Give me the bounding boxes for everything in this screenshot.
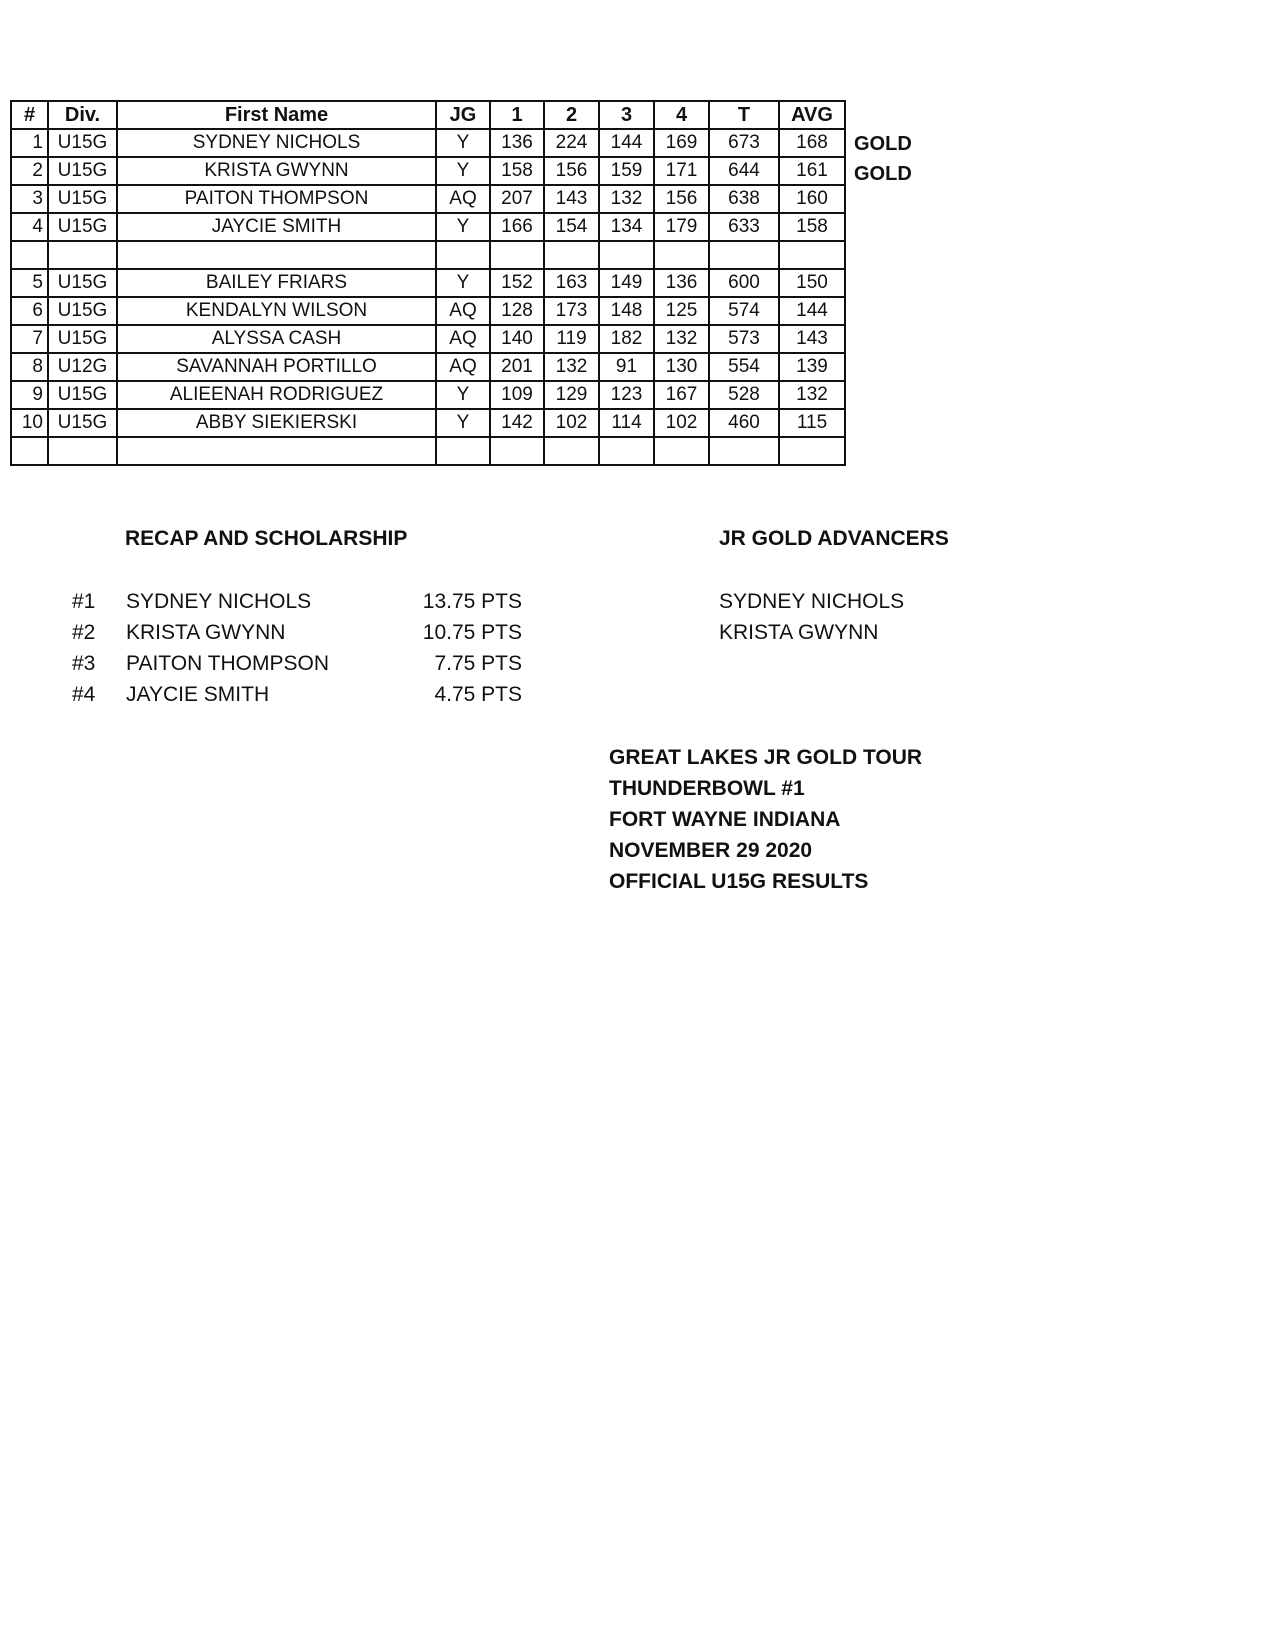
- header-game-4: 4: [654, 101, 709, 129]
- cell-game-4: 136: [654, 269, 709, 297]
- cell-rank: 5: [11, 269, 48, 297]
- event-name: THUNDERBOWL #1: [609, 777, 805, 800]
- cell-total: 644: [709, 157, 779, 185]
- cell-div: U15G: [48, 213, 117, 241]
- cell-rank: 6: [11, 297, 48, 325]
- cell-game-1: [490, 437, 544, 465]
- cell-jg: Y: [436, 213, 490, 241]
- cell-total: 638: [709, 185, 779, 213]
- cell-game-4: 171: [654, 157, 709, 185]
- cell-game-1: 136: [490, 129, 544, 157]
- cell-average: 132: [779, 381, 845, 409]
- event-location: FORT WAYNE INDIANA: [609, 808, 841, 831]
- header-row: [11, 101, 845, 129]
- cell-game-3: 132: [599, 185, 654, 213]
- cell-jg: AQ: [436, 185, 490, 213]
- header-game-1: 1: [490, 101, 544, 129]
- cell-game-3: 114: [599, 409, 654, 437]
- cell-game-4: 125: [654, 297, 709, 325]
- table-row: [11, 437, 845, 465]
- cell-game-4: 156: [654, 185, 709, 213]
- cell-game-3: 149: [599, 269, 654, 297]
- cell-rank: 1: [11, 129, 48, 157]
- cell-total: 528: [709, 381, 779, 409]
- cell-name: [117, 241, 436, 269]
- recap-rank: #4: [72, 683, 96, 706]
- cell-rank: 10: [11, 409, 48, 437]
- cell-name: KRISTA GWYNN: [117, 157, 436, 185]
- results-table: [10, 100, 846, 466]
- cell-div: U15G: [48, 409, 117, 437]
- cell-game-1: 142: [490, 409, 544, 437]
- cell-game-2: 143: [544, 185, 599, 213]
- cell-game-3: 123: [599, 381, 654, 409]
- cell-average: [779, 437, 845, 465]
- gold-tag: GOLD: [854, 163, 912, 185]
- cell-game-3: 159: [599, 157, 654, 185]
- cell-average: [779, 241, 845, 269]
- cell-rank: [11, 437, 48, 465]
- cell-game-1: 152: [490, 269, 544, 297]
- cell-jg: Y: [436, 129, 490, 157]
- cell-jg: Y: [436, 269, 490, 297]
- cell-jg: Y: [436, 409, 490, 437]
- table-row: [11, 129, 845, 157]
- cell-game-2: 129: [544, 381, 599, 409]
- cell-jg: Y: [436, 381, 490, 409]
- recap-title: RECAP AND SCHOLARSHIP: [125, 527, 408, 550]
- cell-game-1: 158: [490, 157, 544, 185]
- cell-game-2: 224: [544, 129, 599, 157]
- cell-game-2: 102: [544, 409, 599, 437]
- cell-total: 554: [709, 353, 779, 381]
- recap-name: JAYCIE SMITH: [126, 683, 270, 706]
- cell-total: 460: [709, 409, 779, 437]
- cell-game-4: 130: [654, 353, 709, 381]
- event-date: NOVEMBER 29 2020: [609, 839, 813, 862]
- cell-rank: 9: [11, 381, 48, 409]
- header-first-name: First Name: [117, 101, 436, 129]
- cell-name: PAITON THOMPSON: [117, 185, 436, 213]
- cell-name: SAVANNAH PORTILLO: [117, 353, 436, 381]
- recap-name: KRISTA GWYNN: [126, 621, 286, 644]
- table-row: [11, 241, 845, 269]
- table-row: [11, 297, 845, 325]
- cell-div: U15G: [48, 185, 117, 213]
- cell-name: ABBY SIEKIERSKI: [117, 409, 436, 437]
- cell-game-1: 128: [490, 297, 544, 325]
- cell-jg: AQ: [436, 297, 490, 325]
- cell-div: U15G: [48, 269, 117, 297]
- cell-div: U15G: [48, 381, 117, 409]
- cell-rank: 7: [11, 325, 48, 353]
- cell-total: 600: [709, 269, 779, 297]
- recap-entry: [72, 590, 522, 618]
- cell-game-2: 132: [544, 353, 599, 381]
- cell-total: 574: [709, 297, 779, 325]
- cell-game-1: 201: [490, 353, 544, 381]
- cell-game-4: [654, 437, 709, 465]
- cell-game-2: [544, 241, 599, 269]
- cell-name: ALIEENAH RODRIGUEZ: [117, 381, 436, 409]
- table-row: [11, 325, 845, 353]
- cell-average: 115: [779, 409, 845, 437]
- table-row: [11, 381, 845, 409]
- cell-average: 168: [779, 129, 845, 157]
- cell-rank: 3: [11, 185, 48, 213]
- table-row: [11, 157, 845, 185]
- recap-entry: [72, 652, 522, 680]
- cell-game-2: 154: [544, 213, 599, 241]
- cell-total: [709, 241, 779, 269]
- advancer-name: SYDNEY NICHOLS: [719, 590, 905, 613]
- table-row: [11, 185, 845, 213]
- cell-jg: Y: [436, 157, 490, 185]
- header-average: AVG: [779, 101, 845, 129]
- cell-game-3: 182: [599, 325, 654, 353]
- recap-name: SYDNEY NICHOLS: [126, 590, 312, 613]
- cell-rank: 8: [11, 353, 48, 381]
- header-div: Div.: [48, 101, 117, 129]
- cell-total: 673: [709, 129, 779, 157]
- cell-game-3: [599, 241, 654, 269]
- table-row: [11, 353, 845, 381]
- recap-points: 13.75 PTS: [422, 590, 522, 613]
- header-game-2: 2: [544, 101, 599, 129]
- cell-game-1: 109: [490, 381, 544, 409]
- cell-game-4: [654, 241, 709, 269]
- cell-game-2: 156: [544, 157, 599, 185]
- cell-game-3: 148: [599, 297, 654, 325]
- cell-game-1: 140: [490, 325, 544, 353]
- event-results-label: OFFICIAL U15G RESULTS: [609, 870, 869, 893]
- cell-jg: [436, 437, 490, 465]
- cell-game-3: 134: [599, 213, 654, 241]
- cell-average: 144: [779, 297, 845, 325]
- cell-name: ALYSSA CASH: [117, 325, 436, 353]
- table-row: [11, 213, 845, 241]
- cell-game-2: 119: [544, 325, 599, 353]
- cell-game-1: 207: [490, 185, 544, 213]
- cell-rank: [11, 241, 48, 269]
- advancer-name: KRISTA GWYNN: [719, 621, 879, 644]
- header-total: T: [709, 101, 779, 129]
- cell-name: KENDALYN WILSON: [117, 297, 436, 325]
- recap-rank: #1: [72, 590, 96, 613]
- cell-game-4: 169: [654, 129, 709, 157]
- cell-total: [709, 437, 779, 465]
- cell-game-3: 144: [599, 129, 654, 157]
- cell-div: U15G: [48, 325, 117, 353]
- cell-jg: AQ: [436, 325, 490, 353]
- recap-name: PAITON THOMPSON: [126, 652, 330, 675]
- gold-tag: GOLD: [854, 133, 912, 155]
- cell-average: 139: [779, 353, 845, 381]
- cell-game-3: [599, 437, 654, 465]
- cell-name: [117, 437, 436, 465]
- cell-average: 150: [779, 269, 845, 297]
- table-row: [11, 409, 845, 437]
- cell-div: [48, 437, 117, 465]
- cell-game-2: 163: [544, 269, 599, 297]
- cell-total: 633: [709, 213, 779, 241]
- cell-game-3: 91: [599, 353, 654, 381]
- cell-game-4: 132: [654, 325, 709, 353]
- cell-div: U15G: [48, 157, 117, 185]
- cell-jg: [436, 241, 490, 269]
- recap-rank: #2: [72, 621, 96, 644]
- cell-div: U15G: [48, 297, 117, 325]
- cell-name: JAYCIE SMITH: [117, 213, 436, 241]
- recap-points: 7.75 PTS: [434, 652, 522, 675]
- cell-game-4: 102: [654, 409, 709, 437]
- header-rank: #: [11, 101, 48, 129]
- header-jg: JG: [436, 101, 490, 129]
- cell-div: [48, 241, 117, 269]
- recap-rank: #3: [72, 652, 96, 675]
- cell-game-4: 179: [654, 213, 709, 241]
- cell-game-1: 166: [490, 213, 544, 241]
- cell-rank: 4: [11, 213, 48, 241]
- cell-game-1: [490, 241, 544, 269]
- cell-name: SYDNEY NICHOLS: [117, 129, 436, 157]
- cell-average: 158: [779, 213, 845, 241]
- cell-jg: AQ: [436, 353, 490, 381]
- recap-entry: [72, 621, 522, 649]
- cell-div: U12G: [48, 353, 117, 381]
- cell-game-2: 173: [544, 297, 599, 325]
- event-tour: GREAT LAKES JR GOLD TOUR: [609, 746, 923, 769]
- recap-points: 10.75 PTS: [422, 621, 522, 644]
- cell-average: 161: [779, 157, 845, 185]
- cell-div: U15G: [48, 129, 117, 157]
- cell-total: 573: [709, 325, 779, 353]
- cell-rank: 2: [11, 157, 48, 185]
- table-row: [11, 269, 845, 297]
- recap-points: 4.75 PTS: [434, 683, 522, 706]
- cell-name: BAILEY FRIARS: [117, 269, 436, 297]
- header-game-3: 3: [599, 101, 654, 129]
- cell-game-2: [544, 437, 599, 465]
- advancers-title: JR GOLD ADVANCERS: [719, 527, 949, 550]
- recap-entry: [72, 683, 522, 711]
- cell-average: 143: [779, 325, 845, 353]
- cell-average: 160: [779, 185, 845, 213]
- cell-game-4: 167: [654, 381, 709, 409]
